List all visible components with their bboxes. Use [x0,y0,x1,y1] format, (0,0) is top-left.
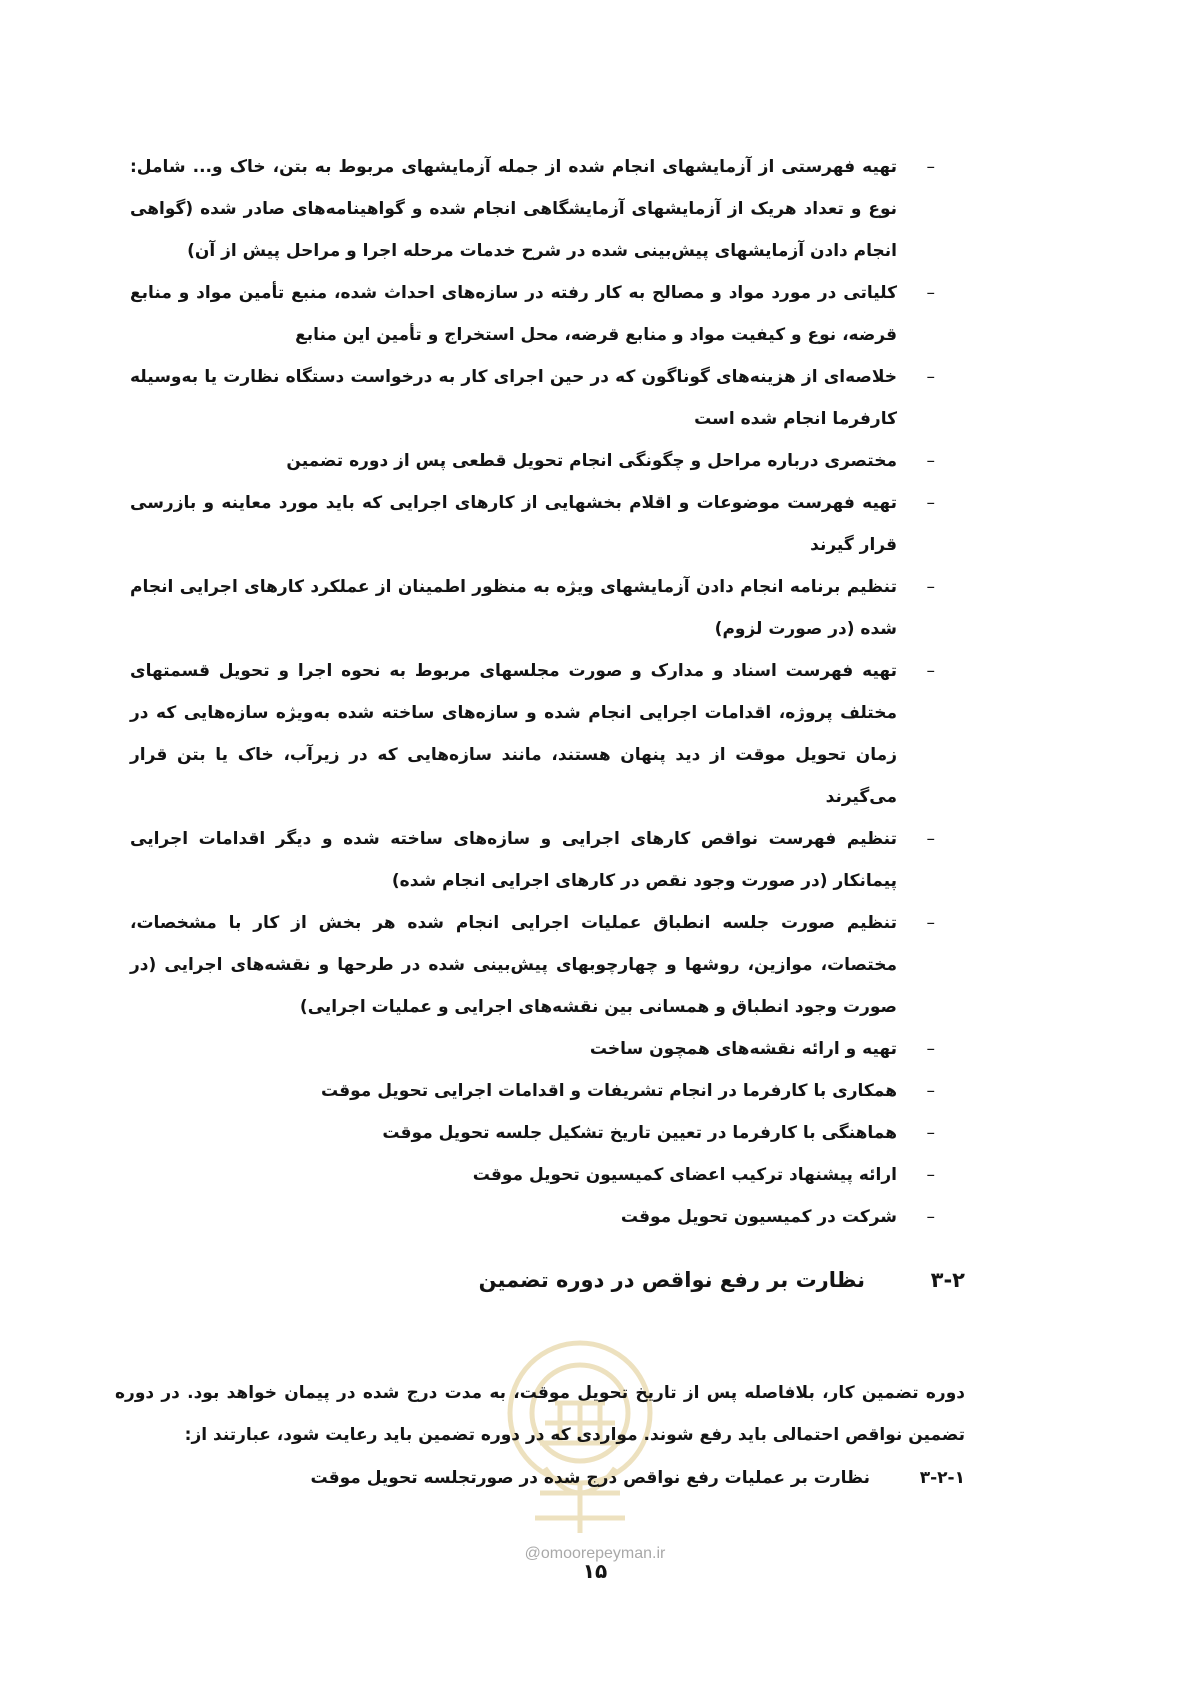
bullet-item [130,272,935,356]
page-number: ۱۵ [582,1559,608,1583]
bullet-text: تهیه فهرست موضوعات و اقلام بخشهایی از کارهای اجرایی که باید مورد معاینه و بازرسی قرار گیرند [130,493,897,555]
bullet-text: مختصری درباره مراحل و چگونگی انجام تحویل قطعی پس از دوره تضمین [286,451,897,471]
bullet-text: خلاصه‌ای از هزینه‌های گوناگون که در حین اجرای کار به درخواست دستگاه نظارت یا به‌وسیله کارفرما انجام شده است [130,367,897,429]
subsection-title: نظارت بر عملیات رفع نواقص درج شده در صورتجلسه تحویل موقت [310,1468,870,1488]
bullet-item [130,566,935,650]
bullet-text: هماهنگی با کارفرما در تعیین تاریخ تشکیل جلسه تحویل موقت [382,1123,897,1143]
bullet-text: تهیه فهرستی از آزمایشهای انجام شده از جمله آزمایشهای مربوط به بتن، خاک و... شامل: نوع و تعداد هریک از آزمایشهای آزمایشگاهی انجام شده و گواهینامه‌های صادر شده (گواهی انجام دادن آزمایشهای پیش‌بینی شده در شرح خدمات مرحله اجرا و مراحل پیش از آن) [130,157,897,261]
bullet-text: تهیه و ارائه نقشه‌های همچون ساخت [589,1039,897,1059]
dash-marker: – [926,1039,935,1059]
body-paragraph: دوره تضمین کار، بلافاصله پس از تاریخ تحویل موقت، به مدت درج شده در پیمان خواهد بود. در دوره تضمین نواقص احتمالی باید رفع شوند. مواردی که در دوره تضمین باید رعایت شود، عبارتند از: [115,1383,965,1445]
dash-marker: – [926,1123,935,1143]
bullet-item [130,818,935,902]
dash-marker: – [926,829,935,849]
bullet-item [130,1028,935,1070]
dash-marker: – [926,451,935,471]
dash-marker: – [926,1207,935,1227]
watermark-url: @omoorepeyman.ir [524,1545,666,1562]
subsection-number: ۳-۲-۱ [919,1468,965,1488]
bullet-text: شرکت در کمیسیون تحویل موقت [620,1207,897,1227]
dash-marker: – [926,1081,935,1101]
bullet-text: ارائه پیشنهاد ترکیب اعضای کمیسیون تحویل موقت [472,1165,897,1185]
dash-marker: – [926,577,935,597]
dash-marker: – [926,913,935,933]
bullet-item [130,440,935,482]
bullet-list [130,146,935,1238]
bullet-item [130,1154,935,1196]
bullet-item [130,1196,935,1238]
bullet-text: تهیه فهرست اسناد و مدارک و صورت مجلسهای مربوط به نحوه اجرا و تحویل قسمتهای مختلف پروژه، اقدامات اجرایی انجام شده و سازه‌های ساخته شده به‌ویژه سازه‌هایی که در زمان تحویل موقت از دید پنهان هستند، مانند سازه‌هایی که در زیرآب، خاک یا بتن قرار می‌گیرند [130,661,897,807]
dash-marker: – [926,283,935,303]
bullet-text: تنظیم فهرست نواقص کارهای اجرایی و سازه‌های ساخته شده و دیگر اقدامات اجرایی پیمانکار (در صورت وجود نقص در کارهای اجرایی انجام شده) [130,829,897,891]
bullet-item [130,902,935,1028]
bullet-item [130,1070,935,1112]
bullet-text: تنظیم برنامه انجام دادن آزمایشهای ویژه به منظور اطمینان از عملکرد کارهای اجرایی انجام شده (در صورت لزوم) [130,577,897,639]
bullet-text: کلیاتی در مورد مواد و مصالح به کار رفته در سازه‌های احداث شده، منبع تأمین مواد و منابع قرضه، نوع و کیفیت مواد و منابع قرضه، محل استخراج و تأمین این منابع [130,283,897,345]
bullet-text: همکاری با کارفرما در انجام تشریفات و اقدامات اجرایی تحویل موقت [321,1081,897,1101]
section-title: نظارت بر رفع نواقص در دوره تضمین [478,1268,865,1292]
bullet-item [130,482,935,566]
dash-marker: – [926,493,935,513]
dash-marker: – [926,661,935,681]
dash-marker: – [926,367,935,387]
subsection-heading [115,1468,965,1488]
bullet-item [130,650,935,818]
bullet-item [130,1112,935,1154]
section-number: ۳-۲ [930,1268,965,1292]
dash-marker: – [926,157,935,177]
dash-marker: – [926,1165,935,1185]
bullet-item [130,356,935,440]
section-heading [160,1268,965,1292]
bullet-item [130,146,935,272]
bullet-text: تنظیم صورت جلسه انطباق عملیات اجرایی انجام شده هر بخش از کار با مشخصات، مختصات، موازین، روشها و چهارچوبهای پیش‌بینی شده در طرحها و نقشه‌های اجرایی (در صورت وجود انطباق و همسانی بین نقشه‌های اجرایی و عملیات اجرایی) [130,913,897,1017]
